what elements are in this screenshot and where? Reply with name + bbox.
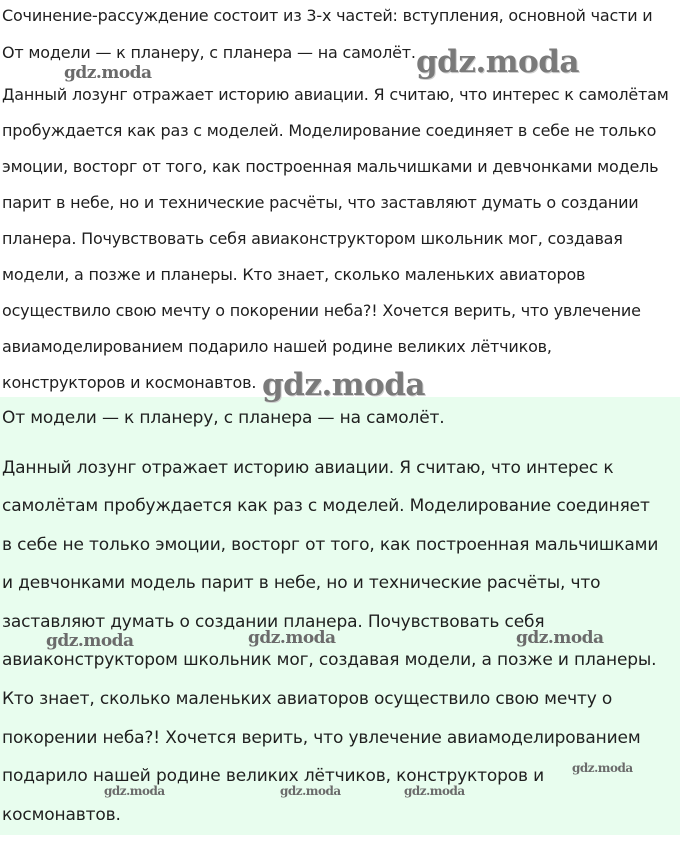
task-line: конструкторов и космонавтов. — [2, 373, 257, 392]
answer-line: авиаконструктором школьник мог, создавая модели, а позже и планеры. — [2, 650, 657, 670]
task-line: модели, а позже и планеры. Кто знает, сколько маленьких авиаторов — [2, 265, 586, 284]
watermark: gdz.moda — [262, 367, 425, 403]
answer-line: Кто знает, сколько маленьких авиаторов осуществило свою мечту о — [2, 689, 613, 709]
watermark: gdz.moda — [46, 631, 134, 651]
watermark: gdz.moda — [104, 784, 165, 798]
watermark: gdz.moda — [64, 63, 152, 83]
answer-line: в себе не только эмоции, восторг от того, как построенная мальчишками — [2, 535, 659, 555]
task-line: Сочинение-рассуждение состоит из 3-х частей: вступления, основной части и — [2, 6, 653, 25]
answer-line: космонавтов. — [2, 805, 121, 825]
answer-line: покорении неба?! Хочется верить, что увлечение авиамоделированием — [2, 728, 641, 748]
answer-line: заставляют думать о создании планера. Почувствовать себя — [2, 612, 545, 632]
task-line: От модели — к планеру, с планера — на самолёт. — [2, 43, 416, 62]
answer-line: От модели — к планеру, с планера — на самолёт. — [2, 408, 445, 428]
answer-line: Данный лозунг отражает историю авиации. Я считаю, что интерес к — [2, 458, 614, 478]
task-line: планера. Почувствовать себя авиаконструктором школьник мог, создавая — [2, 229, 623, 248]
task-line: осуществило свою мечту о покорении неба?! Хочется верить, что увлечение — [2, 301, 641, 320]
task-line: эмоции, восторг от того, как построенная мальчишками и девчонками модель — [2, 157, 659, 176]
watermark: gdz.moda — [416, 44, 579, 80]
watermark: gdz.moda — [404, 784, 465, 798]
answer-line: и девчонками модель парит в небе, но и технические расчёты, что — [2, 573, 601, 593]
task-line: авиамоделированием подарило нашей родине великих лётчиков, — [2, 337, 552, 356]
watermark: gdz.moda — [572, 761, 633, 775]
task-line: Данный лозунг отражает историю авиации. Я считаю, что интерес к самолётам — [2, 85, 669, 104]
task-line: парит в небе, но и технические расчёты, что заставляют думать о создании — [2, 193, 639, 212]
task-line: пробуждается как раз с моделей. Моделирование соединяет в себе не только — [2, 121, 657, 140]
watermark: gdz.moda — [280, 784, 341, 798]
answer-line: подарило нашей родине великих лётчиков, конструкторов и — [2, 766, 545, 786]
answer-line: самолётам пробуждается как раз с моделей. Моделирование соединяет — [2, 496, 650, 516]
watermark: gdz.moda — [248, 628, 336, 648]
watermark: gdz.moda — [516, 628, 604, 648]
